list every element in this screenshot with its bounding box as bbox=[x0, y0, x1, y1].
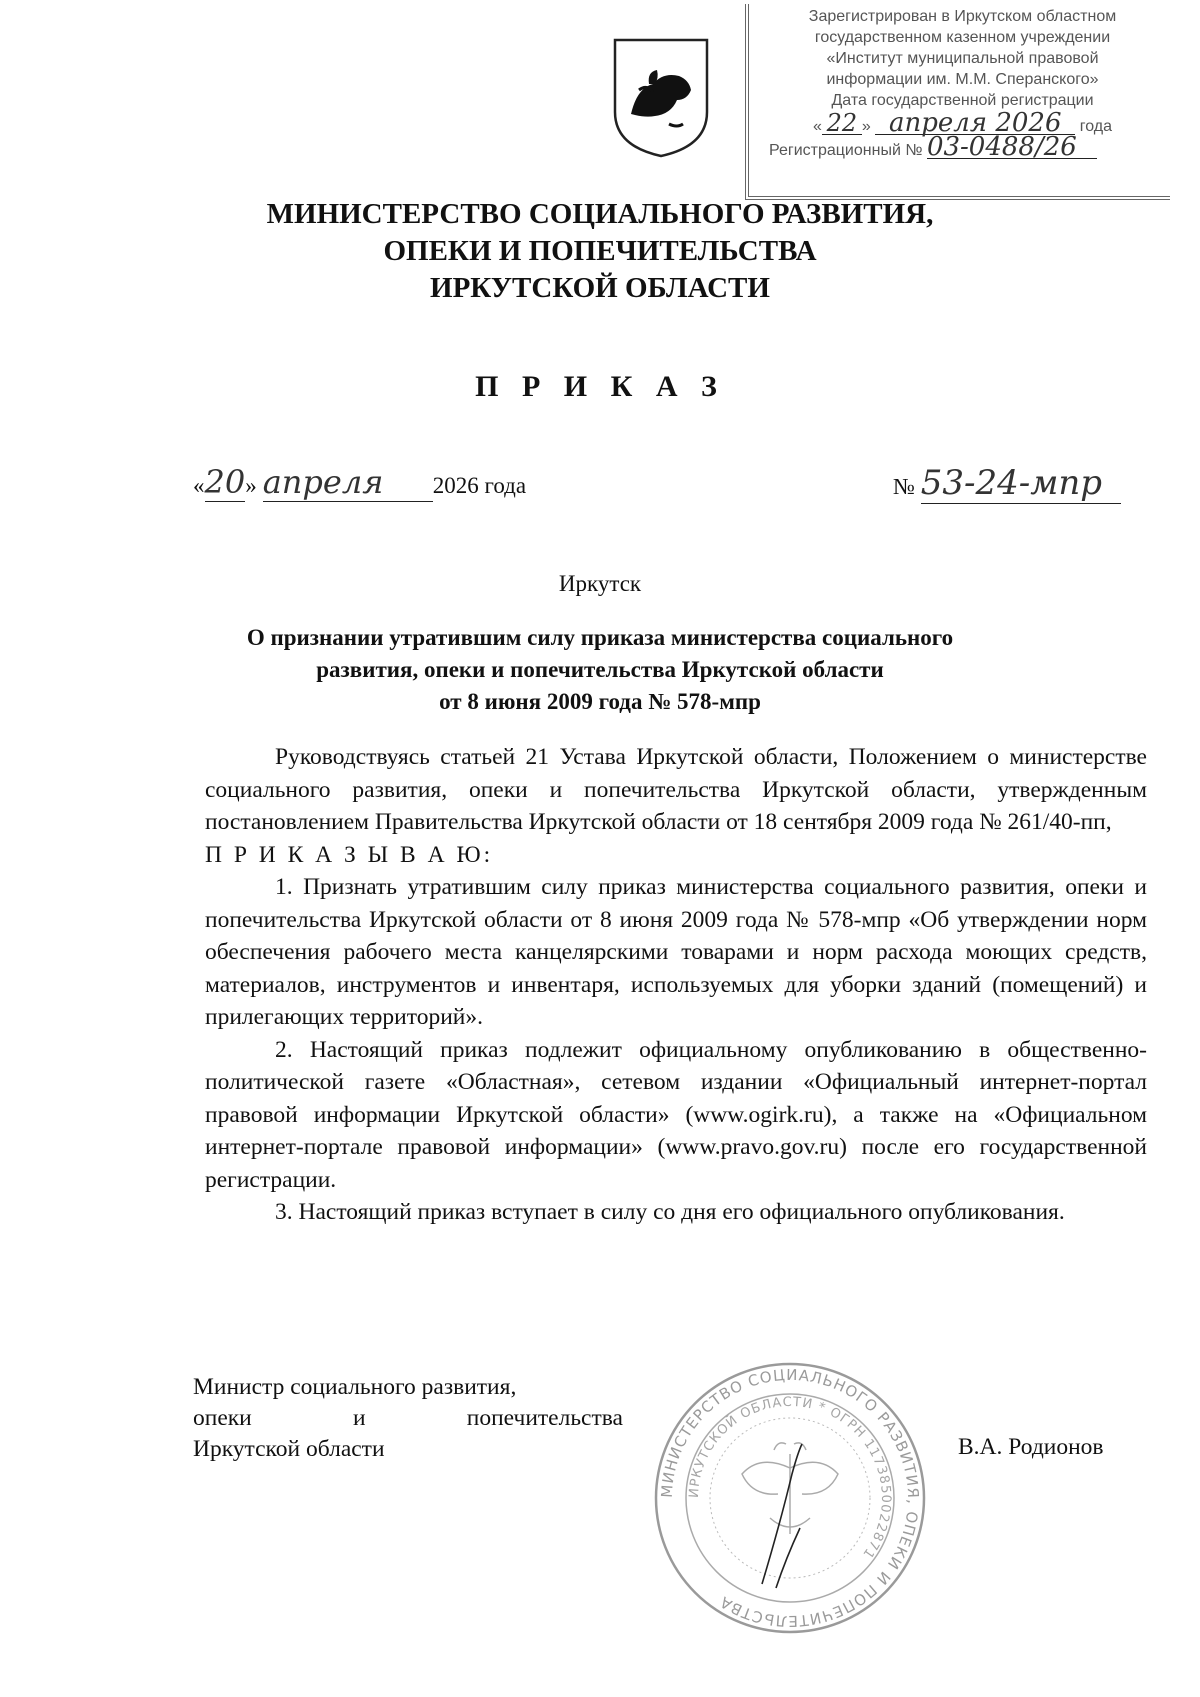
city: Иркутск bbox=[558, 571, 642, 596]
subject-line-1: О признании утратившим силу приказа министерства социального bbox=[246, 625, 954, 650]
seal-outer-text: МИНИСТЕРСТВО СОЦИАЛЬНОГО РАЗВИТИЯ, ОПЕКИ И ПОПЕЧИТЕЛЬСТВА bbox=[657, 1365, 923, 1631]
reg-date-month: апреля 2026 bbox=[875, 113, 1075, 135]
reg-date-year-word: года bbox=[1079, 118, 1112, 135]
signatory-line-1: Министр социального развития, bbox=[193, 1374, 517, 1400]
document-type-title: П Р И К А З bbox=[475, 370, 725, 403]
ministry-line-2: ОПЕКИ И ПОПЕЧИТЕЛЬСТВА bbox=[383, 235, 817, 267]
signer-name: В.А. Родионов bbox=[958, 1434, 1104, 1460]
reg-stamp-line: Дата государственной регистрации bbox=[831, 92, 1094, 109]
registration-stamp bbox=[745, 4, 1170, 200]
reg-stamp-line: Зарегистрирован в Иркутском областном bbox=[808, 8, 1117, 25]
reg-stamp-number: Регистрационный № 03-0488/26 bbox=[759, 137, 1166, 161]
ministry-line-1: МИНИСТЕРСТВО СОЦИАЛЬНОГО РАЗВИТИЯ, bbox=[266, 198, 934, 230]
signatory-line-3: Иркутской области bbox=[193, 1436, 385, 1462]
coat-of-arms-emblem bbox=[609, 34, 713, 160]
ministry-line-3: ИРКУТСКОЙ ОБЛАСТИ bbox=[430, 272, 770, 304]
signatory-line-2: опеки и попечительства bbox=[193, 1405, 623, 1431]
order-item-2: 2. Настоящий приказ подлежит официальному опубликованию в общественно-политической газете «Областная», сетевом издании «Официальный интернет-портал правовой информации Иркутской области» (www.ogirk.ru), а также на «Официальном интернет-портале правовой информации» (www.pravo.gov.ru) после его государственной регистрации. bbox=[205, 1036, 1147, 1193]
reg-number: 03-0488/26 bbox=[927, 137, 1097, 159]
order-number-value: 53-24-мпр bbox=[921, 463, 1121, 504]
reg-date-day: 22 bbox=[822, 113, 862, 135]
order-number: № 53-24-мпр bbox=[893, 463, 1121, 504]
seal-inner-text: ИРКУТСКОЙ ОБЛАСТИ * ОГРН 1173850022871 bbox=[686, 1394, 894, 1562]
prikazyvayu-heading: П Р И К А З Ы В А Ю: bbox=[205, 841, 494, 868]
signatory-title bbox=[193, 1372, 623, 1465]
reg-stamp-date: « 22 » апреля 2026 года bbox=[813, 108, 1112, 138]
order-date-day: 20 bbox=[204, 463, 246, 501]
subject-line-3: от 8 июня 2009 года № 578-мпр bbox=[439, 689, 761, 714]
preamble-paragraph: Руководствуясь статьей 21 Устава Иркутской области, Положением о министерстве социального развития, опеки и попечительства Иркутской области, утвержденным постановлением Правительства Иркутской области от 18 сентября 2009 года № 261/40-пп, bbox=[205, 744, 1147, 835]
order-item-1: 1. Признать утратившим силу приказ министерства социального развития, опеки и попечительства Иркутской области от 8 июня 2009 года № 578-мпр «Об утверждении норм обеспечения рабочего места канцелярскими товарами и норм расхода моющих средств, материалов, инструментов и инвентаря, используемых для уборки зданий (помещений) и прилегающих территорий». bbox=[205, 874, 1147, 1030]
official-seal bbox=[650, 1358, 930, 1638]
order-subject bbox=[0, 622, 1200, 718]
reg-stamp-line: государственном казенном учреждении bbox=[814, 29, 1111, 46]
double-headed-eagle-icon bbox=[742, 1443, 838, 1534]
order-date-year: 2026 года bbox=[432, 473, 527, 498]
subject-line-2: развития, опеки и попечительства Иркутской области bbox=[316, 657, 884, 682]
order-body bbox=[205, 741, 1147, 1229]
order-date-month: апреля bbox=[263, 463, 433, 502]
reg-stamp-line: информации им. М.М. Сперанского» bbox=[826, 71, 1099, 88]
order-date: «20» апреля 2026 года bbox=[193, 463, 527, 501]
order-item-3: 3. Настоящий приказ вступает в силу со дня его официального опубликования. bbox=[275, 1199, 1065, 1225]
reg-stamp-line: «Институт муниципальной правовой bbox=[826, 50, 1099, 67]
